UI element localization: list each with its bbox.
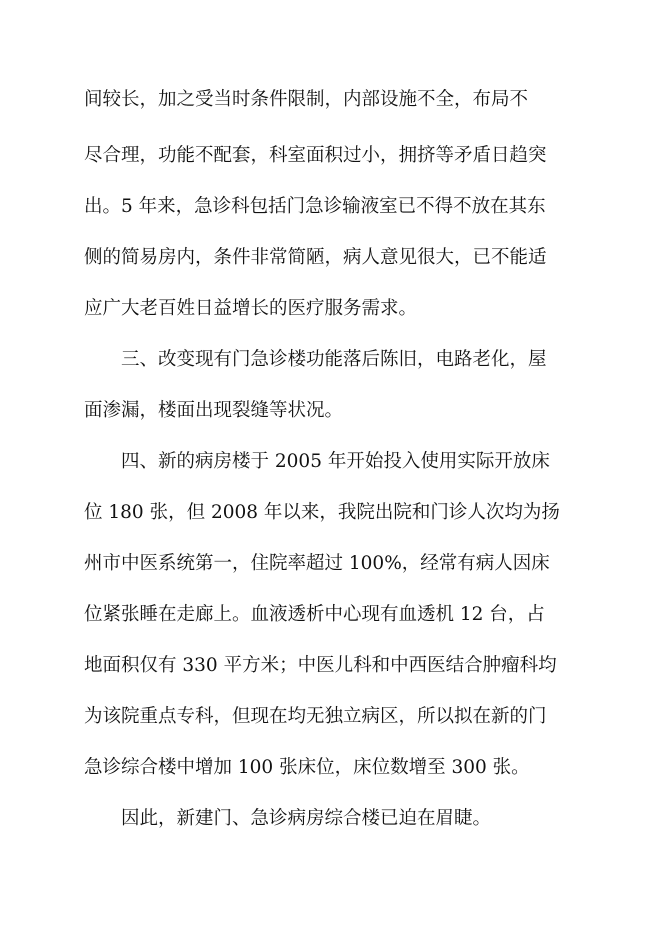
line-text: 州市中医系统第一，住院率超过 100%，经常有病人因床 bbox=[84, 553, 550, 574]
line-text: 地面积仅有 330 平方米；中医儿科和中西医结合肿瘤科均 bbox=[84, 655, 557, 676]
line-text: 为该院重点专科，但现在均无独立病区，所以拟在新的门 bbox=[84, 706, 547, 727]
paragraph-line bbox=[0, 446, 662, 478]
line-text: 四、新的病房楼于 2005 年开始投入使用实际开放床 bbox=[121, 451, 550, 472]
paragraph-line bbox=[0, 140, 662, 172]
line-text: 间较长，加之受当时条件限制，内部设施不全，布局不 bbox=[84, 89, 529, 110]
paragraph-line bbox=[0, 191, 662, 223]
line-text: 位 180 张，但 2008 年以来，我院出院和门诊人次均为扬 bbox=[84, 502, 560, 523]
paragraph-line bbox=[0, 293, 662, 325]
paragraph-line bbox=[0, 242, 662, 274]
paragraph-line bbox=[0, 803, 662, 835]
paragraph-line bbox=[0, 599, 662, 631]
line-text: 出。5 年来，急诊科包括门急诊输液室已不得不放在其东 bbox=[84, 196, 546, 217]
paragraph-line bbox=[0, 548, 662, 580]
paragraph-line bbox=[0, 497, 662, 529]
paragraph-line bbox=[0, 395, 662, 427]
line-text: 侧的简易房内，条件非常简陋，病人意见很大，已不能适 bbox=[84, 247, 547, 268]
line-text: 急诊综合楼中增加 100 张床位，床位数增至 300 张。 bbox=[84, 757, 530, 778]
paragraph-line bbox=[0, 701, 662, 733]
line-text: 尽合理，功能不配套，科室面积过小，拥挤等矛盾日趋突 bbox=[84, 145, 547, 166]
paragraph-line bbox=[0, 344, 662, 376]
line-text: 三、改变现有门急诊楼功能落后陈旧，电路老化，屋 bbox=[121, 349, 547, 370]
line-text: 应广大老百姓日益增长的医疗服务需求。 bbox=[84, 298, 418, 319]
line-text: 因此，新建门、急诊病房综合楼已迫在眉睫。 bbox=[121, 808, 492, 829]
paragraph-line bbox=[0, 650, 662, 682]
paragraph-line bbox=[0, 752, 662, 784]
paragraph-line bbox=[0, 84, 662, 116]
line-text: 面渗漏，楼面出现裂缝等状况。 bbox=[84, 400, 344, 421]
line-text: 位紧张睡在走廊上。血液透析中心现有血透机 12 台，占 bbox=[84, 604, 545, 625]
